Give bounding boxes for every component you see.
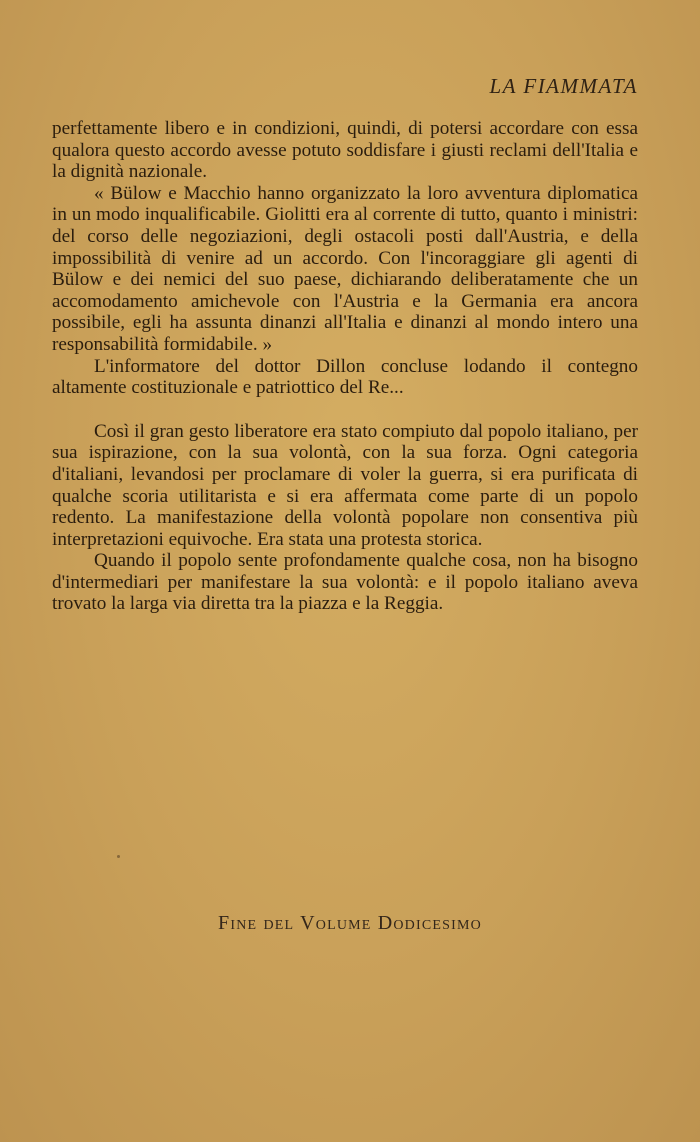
paragraph-informant: L'informatore del dottor Dillon concluse lodando il contegno altamente costituzionale e patriottico del Re... [52, 355, 638, 399]
volume-end-colophon: Fine del Volume Dodicesimo [218, 912, 482, 934]
paragraph-closing: Quando il popolo sente profondamente qualche cosa, non ha bisogno d'intermediari per manifestare la sua volontà: e il popolo italiano aveva trovato la larga via diretta tra la piazza e la Reggia. [52, 550, 638, 615]
body-text [52, 118, 638, 615]
paragraph-quote: « Bülow e Macchio hanno organizzato la loro avventura diplomatica in un modo inqualificabile. Giolitti era al corrente di tutto, quanto i ministri: del corso delle negoziazioni, degli ostacoli posti dall'Austria, e della impossibilità di venire ad un accordo. Con l'incoraggiare gli agenti di Bülow e dei nemici del suo paese, dichiarando deliberatamente che un accomodamento amichevole con l'Austria e la Germania era ancora possibile, egli ha assunta dinanzi all'Italia e dinanzi al mondo intero una responsabilità formidabile. » [52, 182, 638, 355]
paragraph-gesture: Così il gran gesto liberatore era stato compiuto dal popolo italiano, per sua ispirazione, con la sua volontà, con la sua forza. Ogni categoria d'italiani, levandosi per proclamare di voler la guerra, si era purificata di qualche scoria utilitarista e si era affermata come parte di un popolo redento. La manifestazione della volontà popolare non consentiva più interpretazioni equivoche. Era stata una protesta storica. [52, 420, 638, 550]
running-title: LA FIAMMATA [489, 74, 638, 98]
paragraph-continued: perfettamente libero e in condizioni, quindi, di potersi accordare con essa qualora questo accordo avesse potuto soddisfare i giusti reclami dell'Italia e la dignità nazionale. [52, 118, 638, 183]
ink-speck [117, 855, 120, 858]
